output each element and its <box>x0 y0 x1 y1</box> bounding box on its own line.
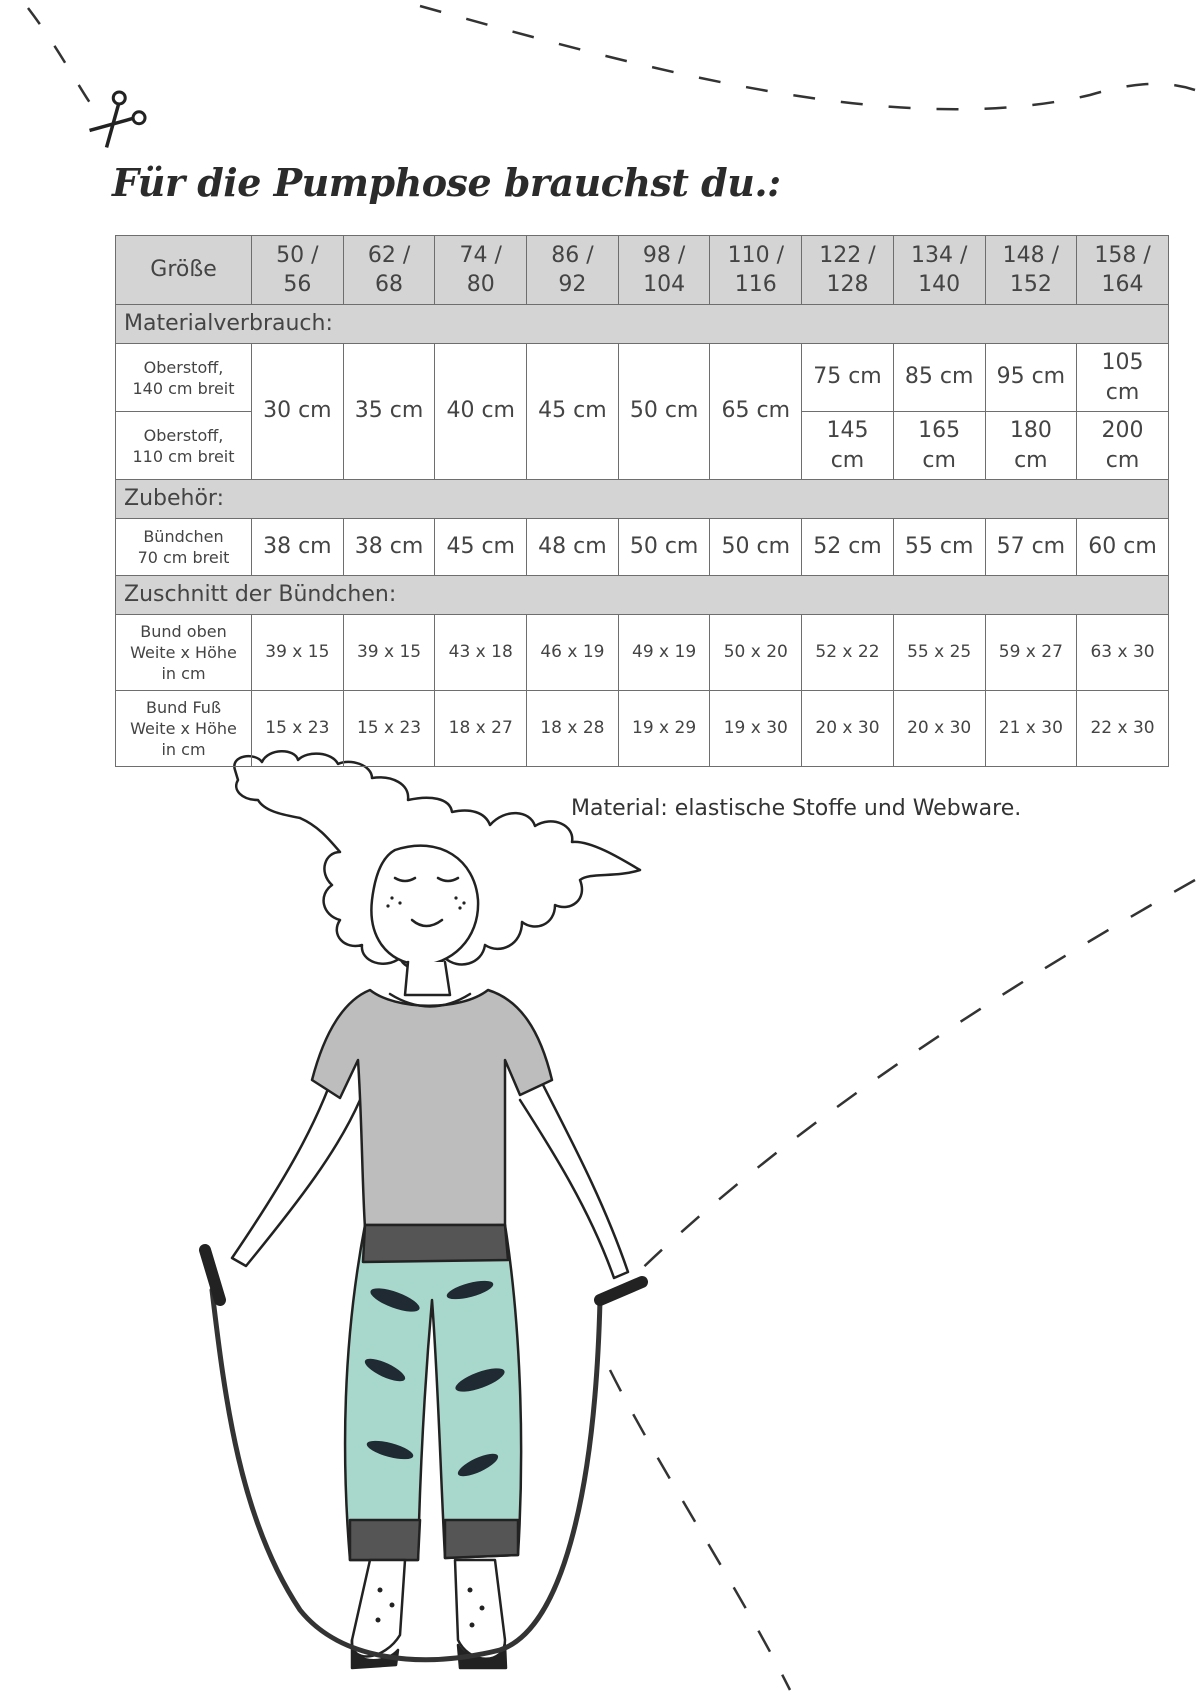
table-cell: 145 cm <box>802 412 894 480</box>
scissors-icon <box>84 89 148 153</box>
table-cell: 21 x 30 <box>985 691 1077 767</box>
table-cell: 180 cm <box>985 412 1077 480</box>
table-cell: 55 cm <box>893 519 985 576</box>
size-col: 148 / 152 <box>985 236 1077 305</box>
size-label: Größe <box>116 236 252 305</box>
row-label: Oberstoff, 110 cm breit <box>116 412 252 480</box>
table-cell: 52 cm <box>802 519 894 576</box>
table-cell: 38 cm <box>343 519 435 576</box>
size-col: 122 / 128 <box>802 236 894 305</box>
size-col: 50 / 56 <box>252 236 344 305</box>
dashed-cut-line-right <box>620 880 1195 1290</box>
row-label: Bund oben Weite x Höhe in cm <box>116 615 252 691</box>
table-cell: 50 x 20 <box>710 615 802 691</box>
table-cell: 39 x 15 <box>252 615 344 691</box>
table-cell: 22 x 30 <box>1077 691 1169 767</box>
table-cell: 65 cm <box>710 344 802 480</box>
table-cell: 19 x 30 <box>710 691 802 767</box>
table-cell: 20 x 30 <box>802 691 894 767</box>
size-col: 134 / 140 <box>893 236 985 305</box>
row-buendchen <box>116 519 1169 576</box>
table-cell: 43 x 18 <box>435 615 527 691</box>
table-cell: 49 x 19 <box>618 615 710 691</box>
table-cell: 30 cm <box>252 344 344 480</box>
table-cell: 48 cm <box>527 519 619 576</box>
table-cell: 55 x 25 <box>893 615 985 691</box>
table-cell: 52 x 22 <box>802 615 894 691</box>
table-cell: 15 x 23 <box>343 691 435 767</box>
table-cell: 45 cm <box>527 344 619 480</box>
row-label: Oberstoff, 140 cm breit <box>116 344 252 412</box>
table-cell: 50 cm <box>710 519 802 576</box>
material-note: Material: elastische Stoffe und Webware. <box>571 796 1022 821</box>
section-zuschnitt: Zuschnitt der Bündchen: <box>116 576 1169 615</box>
table-cell: 38 cm <box>252 519 344 576</box>
page-title: Für die Pumphose brauchst du.: <box>112 160 781 205</box>
table-cell: 59 x 27 <box>985 615 1077 691</box>
row-bund-oben <box>116 615 1169 691</box>
row-label: Bündchen 70 cm breit <box>116 519 252 576</box>
table-cell: 46 x 19 <box>527 615 619 691</box>
table-cell: 18 x 27 <box>435 691 527 767</box>
size-col: 158 / 164 <box>1077 236 1169 305</box>
table-cell: 15 x 23 <box>252 691 344 767</box>
dashed-cut-line-bottom <box>610 1370 790 1690</box>
size-table <box>115 235 1169 767</box>
row-label: Bund Fuß Weite x Höhe in cm <box>116 691 252 767</box>
row-bund-fuss <box>116 691 1169 767</box>
size-col: 74 / 80 <box>435 236 527 305</box>
table-cell: 50 cm <box>618 519 710 576</box>
size-header-row <box>116 236 1169 305</box>
table-cell: 75 cm <box>802 344 894 412</box>
dashed-cut-line-top-arc <box>420 6 1195 109</box>
table-cell: 18 x 28 <box>527 691 619 767</box>
table-cell: 85 cm <box>893 344 985 412</box>
table-cell: 200 cm <box>1077 412 1169 480</box>
section-material: Materialverbrauch: <box>116 305 1169 344</box>
table-cell: 45 cm <box>435 519 527 576</box>
table-cell: 63 x 30 <box>1077 615 1169 691</box>
pants <box>345 1225 521 1560</box>
table-cell: 19 x 29 <box>618 691 710 767</box>
table-cell: 39 x 15 <box>343 615 435 691</box>
size-col: 98 / 104 <box>618 236 710 305</box>
row-oberstoff-140 <box>116 344 1169 412</box>
table-cell: 60 cm <box>1077 519 1169 576</box>
table-cell: 105 cm <box>1077 344 1169 412</box>
table-cell: 40 cm <box>435 344 527 480</box>
table-cell: 57 cm <box>985 519 1077 576</box>
section-zubehoer: Zubehör: <box>116 480 1169 519</box>
size-col: 86 / 92 <box>527 236 619 305</box>
table-cell: 20 x 30 <box>893 691 985 767</box>
table-cell: 165 cm <box>893 412 985 480</box>
table-cell: 50 cm <box>618 344 710 480</box>
size-col: 110 / 116 <box>710 236 802 305</box>
table-cell: 95 cm <box>985 344 1077 412</box>
dashed-cut-line-top <box>28 8 95 110</box>
girl-illustration <box>205 751 642 1668</box>
size-col: 62 / 68 <box>343 236 435 305</box>
table-cell: 35 cm <box>343 344 435 480</box>
